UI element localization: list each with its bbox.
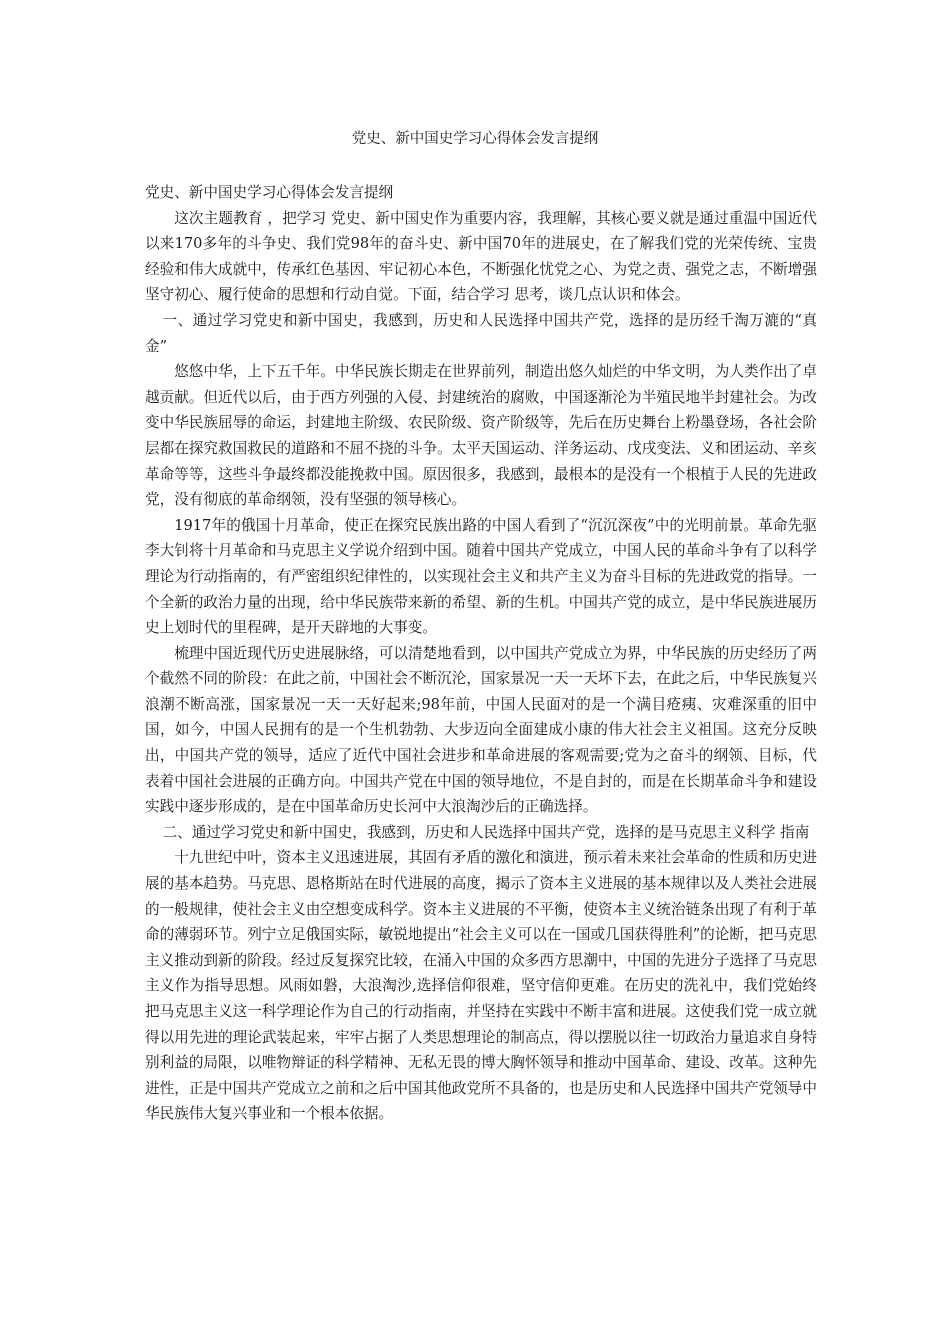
document-subtitle: 党史、新中国史学习心得体会发言提纲 bbox=[145, 184, 394, 201]
body-paragraph: 十九世纪中叶，资本主义迅速进展，其固有矛盾的激化和演进，预示着未来社会革命的性质和历史进展的基本趋势。马克思、恩格斯站在时代进展的高度，揭示了资本主义进展的基本规律以及人类社会进展的一般规律，使社会主义由空想变成科学。资本主义进展的不平衡，使资本主义统治链条出现了有利于革命的薄弱环节。列宁立足俄国实际，敏锐地提出“社会主义可以在一国或几国获得胜利”的论断，把马克思主义推动到新的阶段。经过反复探究比较，在涌入中国的众多西方思潮中，中国的先进分子选择了马克思主义作为指导思想。风雨如磐，大浪淘沙,选择信仰很难，坚守信仰更难。在历史的洗礼中，我们党始终把马克思主义这一科学理论作为自己的行动指南，并坚持在实践中不断丰富和进展。这使我们党一成立就得以用先进的理论武装起来，牢牢占据了人类思想理论的制高点，得以摆脱以往一切政治力量追求自身特别利益的局限，以唯物辩证的科学精神、无私无畏的博大胸怀领导和推动中国革命、建设、改革。这种先进性，正是中国共产党成立之前和之后中国其他政党所不具备的，也是历史和人民选择中国共产党领导中华民族伟大复兴事业和一个根本依据。 bbox=[145, 849, 817, 1123]
body-paragraph: 1917年的俄国十月革命，使正在探究民族出路的中国人看到了“沉沉深夜”中的光明前景。革命先驱李大钊将十月革命和马克思主义学说介绍到中国。随着中国共产党成立，中国人民的革命斗争有了以科学 理论为行动指南的，有严密组织纪律性的，以实现社会主义和共产主义为奋斗目标的先进政党的指导。一个全新的政治力量的出现，给中华民族带来新的希望、新的生机。中国共产党的成立，是中华民族进展历史上划时代的里程碑，是开天辟地的大事变。 bbox=[145, 516, 817, 637]
section-heading-1: 一、通过学习党史和新中国史，我感到，历史和人民选择中国共产党，选择的是历经千淘万漉的“真金” bbox=[145, 311, 817, 355]
document-body bbox=[145, 180, 817, 1127]
section-heading-2: 二、通过学习党史和新中国史，我感到，历史和人民选择中国共产党，选择的是马克思主义科学 指南 bbox=[162, 823, 810, 841]
document-title: 党史、新中国史学习心得体会发言提纲 bbox=[351, 131, 599, 147]
intro-paragraph: 这次主题教育 ，把学习 党史、新中国史作为重要内容，我理解，其核心要义就是通过重温中国近代以来170多年的斗争史、我们党98年的奋斗史、新中国70年的进展史，在了解我们党的光荣传统、宝贵经验和伟大成就中，传承红色基因、牢记初心本色，不断强化忧党之心、为党之责、强党之志，不断增强坚守初心、履行使命的思想和行动自觉。下面，结合学习 思考，谈几点认识和体会。 bbox=[145, 209, 817, 304]
body-paragraph: 梳理中国近现代历史进展脉络，可以清楚地看到，以中国共产党成立为界，中华民族的历史经历了两个截然不同的阶段：在此之前，中国社会不断沉沦，国家景况一天一天坏下去，在此之后，中华民族复兴浪潮不断高涨，国家景况一天一天好起来;98年前，中国人民面对的是一个满目疮痍、灾难深重的旧中国，如今，中国人民拥有的是一个生机勃勃、大步迈向全面建成小康的伟大社会主义祖国。这充分反映出，中国共产党的领导，适应了近代中国社会进步和革命进展的客观需要;党为之奋斗的纲领、目标，代表着中国社会进展的正确方向。中国共产党在中国的领导地位，不是自封的，而是在长期革命斗争和建设实践中逐步形成的，是在中国革命历史长河中大浪淘沙后的正确选择。 bbox=[145, 644, 817, 816]
body-paragraph: 悠悠中华，上下五千年。中华民族长期走在世界前列，制造出悠久灿烂的中华文明，为人类作出了卓越贡献。但近代以后，由于西方列强的入侵、封建统治的腐败，中国逐渐沦为半殖民地半封建社会。为改变中华民族屈辱的命运，封建地主阶级、农民阶级、资产阶级等，先后在历史舞台上粉墨登场，各社会阶层都在探究救国救民的道路和不屈不挠的斗争。太平天国运动、洋务运动、戊戌变法、义和团运动、辛亥革命等等，这些斗争最终都没能挽救中国。原因很多，我感到，最根本的是没有一个根植于人民的先进政党，没有彻底的革命纲领，没有坚强的领导核心。 bbox=[145, 363, 817, 509]
